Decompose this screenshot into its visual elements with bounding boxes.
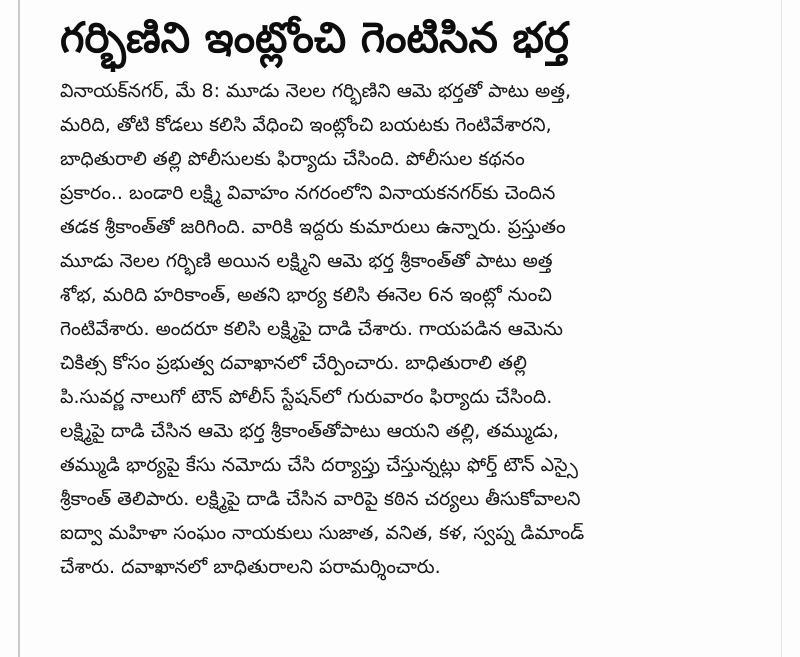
body-line: శోభ, మరిది హరికాంత్, అతని భార్య కలిసి ఈనెల 6న ఇంట్లో నుంచి (60, 284, 552, 306)
column-edge (781, 0, 782, 657)
body-line: ఐద్వా మహిళా సంఘం నాయకులు సుజాత, వనిత, కళ, స్వప్న డిమాండ్ (60, 522, 585, 544)
body-line: పి.సువర్ణ నాలుగో టౌన్ పోలీస్ స్టేషన్‌లో గురువారం ఫిర్యాదు చేసింది. (60, 386, 553, 408)
body-line: గెంటివేశారు. అందరూ కలిసి లక్ష్మిపై దాడి చేశారు. గాయపడిన ఆమెను (60, 318, 563, 340)
body-line: శ్రీకాంత్ తెలిపారు. లక్ష్మిపై దాడి చేసిన వారిపై కఠిన చర్యలు తీసుకోవాలని (60, 488, 581, 510)
column-divider (18, 0, 20, 657)
body-line: మరిది, తోటి కోడలు కలిసి వేధించి ఇంట్లోంచి బయటకు గెంటివేశారని, (60, 114, 552, 136)
body-line: తమ్ముడి భార్యపై కేసు నమోదు చేసి దర్యాప్తు చేస్తున్నట్లు ఫోర్త్ టౌన్ ఎస్సై (60, 454, 578, 476)
body-line: చేశారు. దవాఖానలో బాధితురాలని పరామర్శించారు. (60, 556, 441, 578)
body-line: చికిత్స కోసం ప్రభుత్వ దవాఖానలో చేర్పించారు. బాధితురాలి తల్లి (60, 352, 527, 374)
body-line: తడక శ్రీకాంత్‌తో జరిగింది. వారికి ఇద్దరు కుమారులు ఉన్నారు. ప్రస్తుతం (60, 216, 566, 238)
article-body (60, 74, 750, 584)
body-line: బాధితురాలి తల్లి పోలీసులకు ఫిర్యాదు చేసింది. పోలీసుల కథనం (60, 148, 525, 170)
body-line: ప్రకారం.. బండారి లక్ష్మి వివాహం నగరంలోని వినాయకనగర్‌కు చెందిన (60, 182, 556, 204)
body-line: వినాయక్‌నగర్, మే 8: మూడు నెలల గర్భిణిని ఆమె భర్తతో పాటు అత్త, (60, 80, 572, 102)
body-line: మూడు నెలల గర్భిణి అయిన లక్ష్మిని ఆమె భర్త శ్రీకాంత్‌తో పాటు అత్త (60, 250, 553, 272)
article-headline: గర్భిణిని ఇంట్లోంచి గెంటిసిన భర్త (60, 13, 569, 62)
body-line: లక్ష్మిపై దాడి చేసిన ఆమె భర్త శ్రీకాంత్‌తోపాటు ఆయని తల్లి, తమ్ముడు, (60, 420, 559, 442)
